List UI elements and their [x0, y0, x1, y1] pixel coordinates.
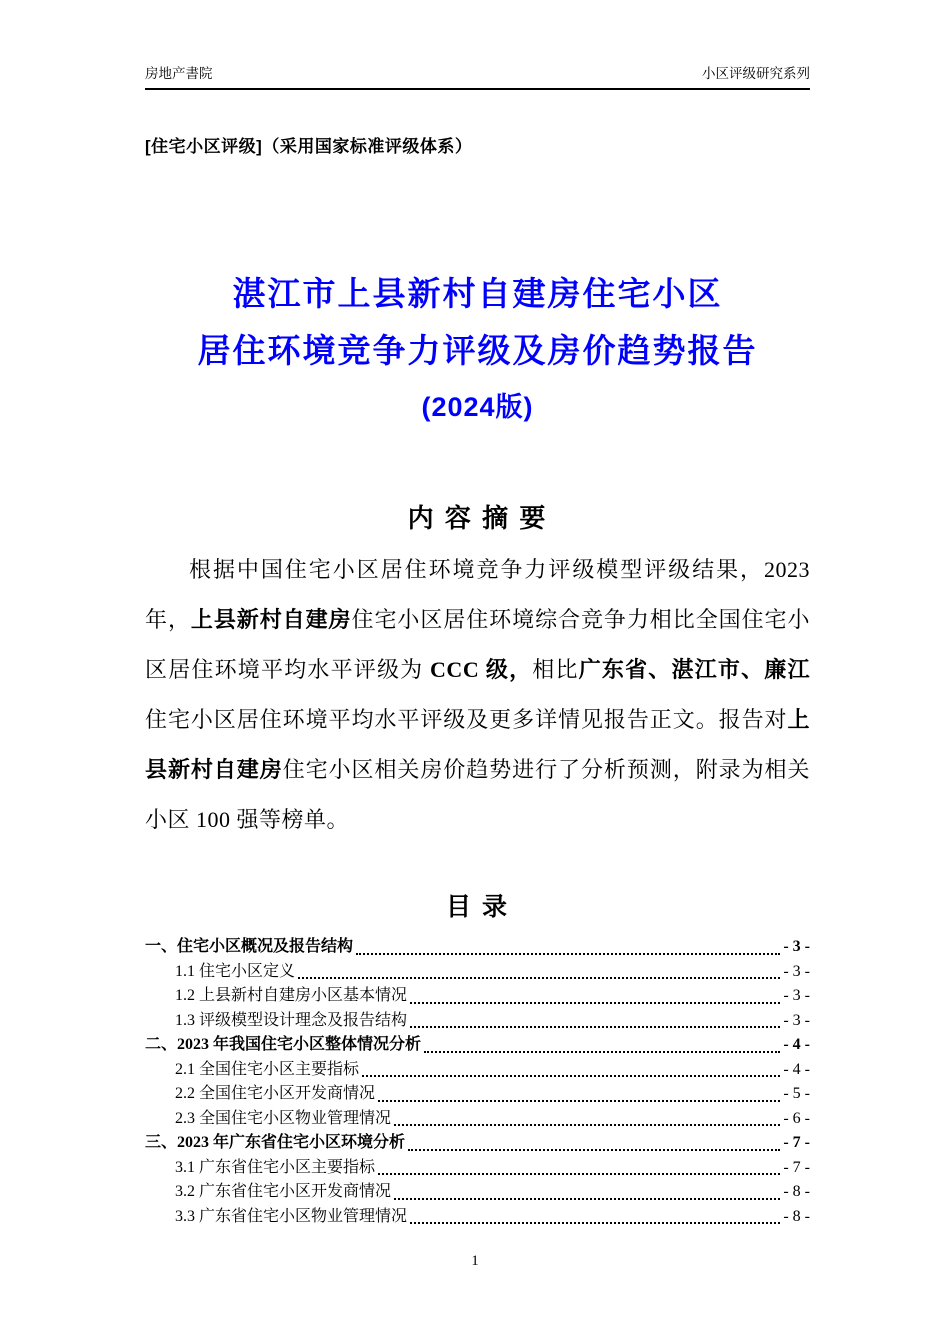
- toc-dot-leader: [378, 1100, 780, 1102]
- toc-entry: [145, 1033, 810, 1058]
- summary-segment: 根据中国住宅小区居住环境竞争力评级模型评级结果，2023 年，: [145, 557, 810, 632]
- toc-dot-leader: [394, 1198, 780, 1200]
- toc-dot-leader: [424, 1051, 780, 1053]
- summary-segment-regions: 广东省、湛江市、廉江: [578, 657, 810, 682]
- toc-dot-leader: [378, 1173, 780, 1175]
- toc-entry: [145, 1107, 810, 1132]
- summary-paragraph: [145, 545, 810, 845]
- page-number: 1: [471, 1253, 479, 1269]
- toc-entry-label: 3.2 广东省住宅小区开发商情况: [175, 1183, 392, 1200]
- toc-entry-label: 1.3 评级模型设计理念及报告结构: [175, 1011, 408, 1029]
- toc-dot-leader: [362, 1075, 780, 1077]
- toc-dot-leader: [410, 1026, 780, 1028]
- toc-entry-label: 3.3 广东省住宅小区物业管理情况: [175, 1207, 408, 1225]
- toc-entry: [145, 1058, 810, 1083]
- toc-dot-leader: [410, 1222, 780, 1224]
- toc-entry-label: 1.1 住宅小区定义: [175, 962, 296, 980]
- summary-segment: 住宅小区相关房价趋势进行了分析预测，附录为相关小区 100 强等榜单。: [145, 757, 810, 832]
- summary-segment-community-name: 上县新村自建房: [145, 707, 810, 782]
- header-right-text: 小区评级研究系列: [702, 66, 810, 81]
- toc-entry: [145, 1009, 810, 1034]
- toc-entry-label: 二、2023 年我国住宅小区整体情况分析: [145, 1036, 422, 1053]
- toc-entry-label: 三、2023 年广东省住宅小区环境分析: [145, 1134, 406, 1151]
- summary-segment: 相比: [532, 657, 579, 682]
- toc-entry-page: - 3 -: [783, 1011, 810, 1029]
- summary-heading: 内 容 摘 要: [407, 503, 548, 533]
- report-title-line1: 湛江市上县新村自建房住宅小区: [232, 275, 723, 312]
- header-divider: [145, 88, 810, 90]
- toc-dot-leader: [394, 1124, 780, 1126]
- report-title: [145, 265, 810, 436]
- toc-entry-label: 一、住宅小区概况及报告结构: [145, 938, 354, 955]
- page-header: [145, 0, 810, 82]
- toc-dot-leader: [356, 953, 780, 955]
- toc-entry-page: - 8 -: [783, 1207, 810, 1225]
- toc-entry-label: 2.1 全国住宅小区主要指标: [175, 1060, 360, 1078]
- summary-segment-rating: CCC 级，: [430, 657, 533, 682]
- toc-entry-page: - 3 -: [783, 938, 810, 955]
- toc-entry-label: 1.2 上县新村自建房小区基本情况: [175, 987, 408, 1004]
- toc-entry-page: - 5 -: [783, 1085, 810, 1102]
- toc-entry-page: - 4 -: [783, 1060, 810, 1078]
- report-title-edition: (2024版): [421, 392, 534, 422]
- header-left-text: 房地产書院: [145, 66, 213, 81]
- toc-entry: [145, 1180, 810, 1205]
- toc-heading: 目 录: [446, 893, 509, 921]
- toc-entry: [145, 1131, 810, 1156]
- toc-entry-page: - 7 -: [783, 1134, 810, 1151]
- toc-entry-label: 3.1 广东省住宅小区主要指标: [175, 1158, 376, 1176]
- rating-standard-tag: [住宅小区评级]（采用国家标准评级体系）: [145, 137, 473, 156]
- toc-entry-page: - 8 -: [783, 1183, 810, 1200]
- toc-entry-label: 2.3 全国住宅小区物业管理情况: [175, 1109, 392, 1127]
- toc-entry: [145, 1156, 810, 1181]
- toc-entry-page: - 3 -: [783, 987, 810, 1004]
- toc-dot-leader: [410, 1002, 780, 1004]
- toc-entry-label: 2.2 全国住宅小区开发商情况: [175, 1085, 376, 1102]
- toc-dot-leader: [408, 1149, 780, 1151]
- summary-segment: 住宅小区居住环境平均水平评级及更多详情见报告正文。报告对: [145, 707, 788, 732]
- toc-dot-leader: [298, 977, 780, 979]
- summary-segment: 住宅小区居住环境综合竞争力相比全国住宅小区居住环境平均水平评级为: [145, 607, 810, 682]
- report-title-line2: 居住环境竞争力评级及房价趋势报告: [197, 332, 758, 369]
- toc-entry-page: - 7 -: [783, 1158, 810, 1176]
- toc-entry-page: - 6 -: [783, 1109, 810, 1127]
- toc-entry: [145, 960, 810, 985]
- toc-entry: [145, 984, 810, 1009]
- toc-entry-page: - 4 -: [783, 1036, 810, 1053]
- summary-segment-community-name: 上县新村自建房: [190, 607, 352, 632]
- toc-entry: [145, 1082, 810, 1107]
- toc-entry-page: - 3 -: [783, 962, 810, 980]
- toc-list: [145, 935, 810, 1229]
- toc-entry: [145, 935, 810, 960]
- toc-entry: [145, 1205, 810, 1230]
